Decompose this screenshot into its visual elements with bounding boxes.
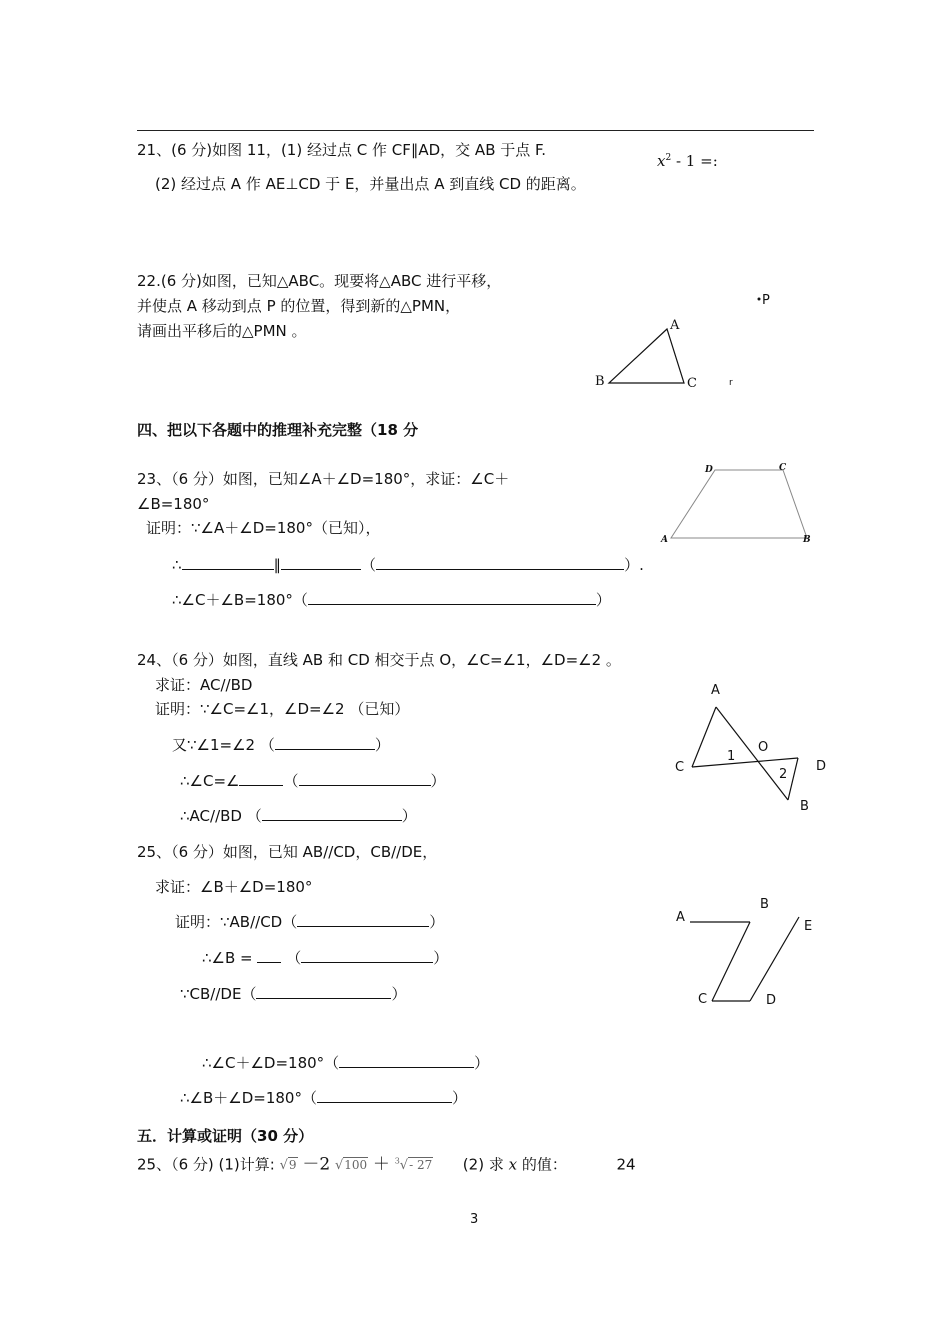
top-rule (137, 130, 814, 131)
q22-line2: 并使点 A 移动到点 P 的位置，得到新的△PMN， (137, 297, 461, 315)
section4-title: 四、把以下各题中的推理补充完整（18 分 (137, 421, 419, 439)
label-b: B (800, 799, 809, 814)
q22-triangle-figure (590, 290, 790, 400)
label-c: C (779, 463, 787, 473)
q25a-proof3: ∵CB//DE（ ） (180, 985, 407, 1003)
label-b: B (803, 535, 811, 545)
trapezoid-abcd (671, 470, 807, 538)
q23-proof3: ∴∠C＋∠B=180°（ ） (172, 591, 611, 609)
label-angle-1: 1 (727, 749, 736, 764)
q25a-proof2: ∴∠B = （ ） (202, 949, 449, 967)
triangle-abc (609, 329, 684, 383)
q24-intersecting-lines-figure (670, 680, 840, 820)
label-p: P (762, 293, 770, 308)
label-a: A (676, 910, 685, 925)
label-e: E (804, 919, 813, 934)
section5-title: 五．计算或证明（30 分） (137, 1127, 314, 1145)
blank-reason-2[interactable] (299, 771, 431, 786)
blank-reason-2[interactable] (308, 590, 596, 605)
segment-bc (712, 922, 750, 1001)
blank-reason-1[interactable] (275, 735, 375, 750)
sqrt-100: √100 (334, 1158, 368, 1174)
label-c: C (675, 760, 685, 775)
q23-trapezoid-figure (655, 460, 825, 550)
label-d: D (705, 465, 713, 475)
q24-proof3: ∴∠C=∠ （ ） (180, 772, 446, 790)
q24-line1: 24、（6 分）如图，直线 AB 和 CD 相交于点 O，∠C=∠1，∠D=∠2 。 (137, 651, 621, 669)
q25a-proof1: 证明：∵AB//CD（ ） (175, 913, 445, 931)
label-a: A (661, 535, 668, 545)
blank-line-2[interactable] (281, 555, 361, 570)
q24-proof1: 证明：∵∠C=∠1，∠D=∠2 （已知） (155, 700, 410, 718)
label-fragment: r (729, 378, 733, 388)
q22-line3: 请画出平移后的△PMN 。 (137, 322, 307, 340)
blank-angle[interactable] (239, 771, 283, 786)
point-p (758, 298, 761, 301)
label-d: D (816, 759, 827, 774)
q25b-line: 25、（6 分) (1)计算: √9 －2 √100 ＋ $^3$√- 27 (2) 求 x 的值： 24 (137, 1154, 636, 1175)
label-angle-2: 2 (779, 767, 788, 782)
label-d: D (766, 993, 777, 1008)
q24-proof2: 又∵∠1=∠2 （ ） (172, 736, 390, 754)
segment-ac (692, 707, 716, 767)
q25a-line1: 25、（6 分）如图，已知 AB//CD，CB//DE， (137, 843, 438, 861)
segment-de (750, 917, 799, 1001)
q23-proof2: ∴ ∥ （ ）. (172, 556, 644, 574)
blank-reason-4[interactable] (339, 1053, 474, 1068)
blank-angle[interactable] (257, 948, 281, 963)
cbrt-neg27: $^3$√- 27 (394, 1157, 433, 1174)
segment-db (788, 758, 798, 800)
blank-reason-3[interactable] (262, 806, 402, 821)
q23-proof1: 证明：∵∠A＋∠D=180°（已知）， (146, 519, 381, 537)
q21-line1: 21、(6 分)如图 11，(1) 经过点 C 作 CF∥AD，交 AB 于点 F. (137, 141, 547, 159)
page-number: 3 (470, 1212, 479, 1227)
blank-reason-1[interactable] (297, 912, 429, 927)
q24-proof4: ∴AC//BD （ ） (180, 807, 417, 825)
q25a-proof4: ∴∠C＋∠D=180°（ ） (202, 1054, 490, 1072)
label-c: C (698, 992, 708, 1007)
label-c: C (687, 376, 697, 391)
q25a-line2: 求证：∠B＋∠D=180° (155, 878, 313, 896)
line-cd (692, 758, 798, 767)
q23-line1: 23、（6 分）如图，已知∠A＋∠D=180°，求证：∠C＋ (137, 470, 510, 488)
q25a-proof5: ∴∠B＋∠D=180°（ ） (180, 1089, 467, 1107)
blank-line-1[interactable] (182, 555, 274, 570)
label-o: O (758, 740, 769, 755)
blank-reason-2[interactable] (301, 948, 433, 963)
q25a-parallel-lines-figure (670, 890, 830, 1015)
blank-reason-3[interactable] (256, 984, 391, 999)
q24-line2: 求证：AC//BD (155, 676, 253, 694)
q23-line2: ∠B=180° (137, 495, 210, 513)
q21-formula: $x^2 - 1$ =: (657, 152, 718, 170)
q21-line2: (2) 经过点 A 作 AE⊥CD 于 E，并量出点 A 到直线 CD 的距离。 (155, 175, 586, 193)
label-a: A (670, 318, 680, 333)
blank-reason-1[interactable] (376, 555, 624, 570)
label-b: B (595, 374, 605, 389)
label-a: A (711, 683, 720, 698)
sqrt-9: √9 (279, 1158, 297, 1174)
blank-reason-5[interactable] (317, 1088, 452, 1103)
label-b: B (760, 897, 769, 912)
q22-line1: 22.(6 分)如图，已知△ABC。现要将△ABC 进行平移， (137, 272, 502, 290)
